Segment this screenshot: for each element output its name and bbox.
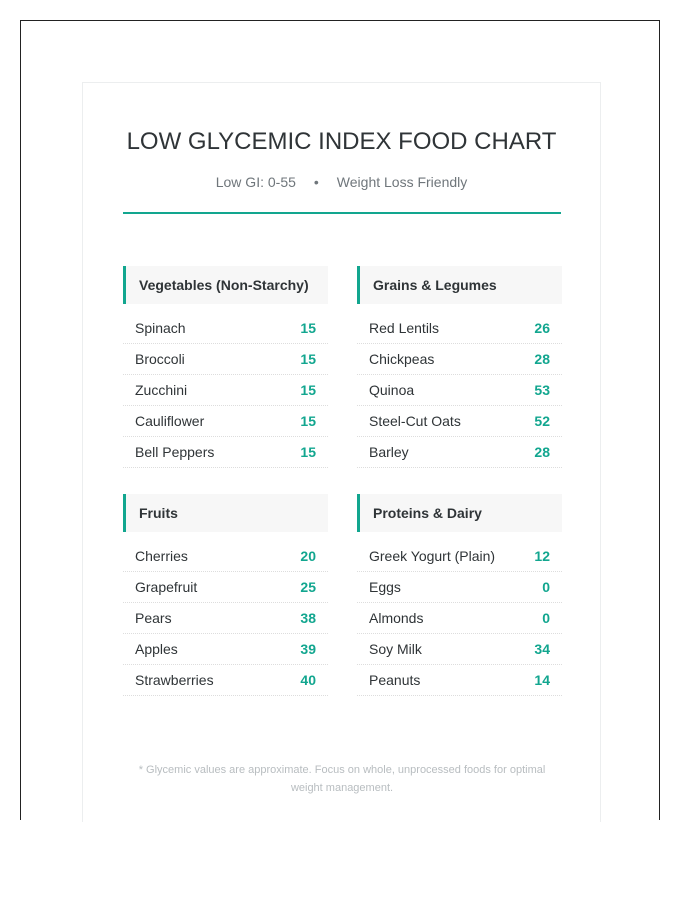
title-divider <box>123 212 561 214</box>
food-name: Almonds <box>369 610 424 626</box>
list-item <box>123 313 328 344</box>
list-item <box>123 344 328 375</box>
gi-value: 15 <box>300 382 316 398</box>
gi-value: 38 <box>300 610 316 626</box>
section-header: Fruits <box>123 494 328 532</box>
list-item <box>357 313 562 344</box>
food-name: Steel-Cut Oats <box>369 413 461 429</box>
gi-value: 40 <box>300 672 316 688</box>
food-name: Grapefruit <box>135 579 198 595</box>
subtitle-tagline: Weight Loss Friendly <box>336 174 468 190</box>
food-name: Strawberries <box>135 672 214 688</box>
gi-value: 20 <box>300 548 316 564</box>
gi-value: 15 <box>300 444 316 460</box>
list-item <box>123 406 328 437</box>
gi-value: 0 <box>542 579 550 595</box>
section-fruits <box>123 494 328 696</box>
list-item <box>357 375 562 406</box>
list-item <box>123 437 328 468</box>
gi-value: 34 <box>534 641 550 657</box>
food-name: Spinach <box>135 320 186 336</box>
gi-value: 52 <box>534 413 550 429</box>
list-item <box>357 541 562 572</box>
food-chart-card <box>82 82 601 822</box>
list-item <box>357 344 562 375</box>
gi-value: 39 <box>300 641 316 657</box>
gi-value: 12 <box>534 548 550 564</box>
food-name: Quinoa <box>369 382 415 398</box>
gi-value: 25 <box>300 579 316 595</box>
section-header: Vegetables (Non-Starchy) <box>123 266 328 304</box>
section-header: Proteins & Dairy <box>357 494 562 532</box>
list-item <box>123 665 328 696</box>
list-item <box>123 603 328 634</box>
page-subtitle <box>83 174 600 190</box>
list-item <box>357 665 562 696</box>
footnote: * Glycemic values are approximate. Focus on whole, unprocessed foods for optimal weight management. <box>138 764 546 794</box>
food-name: Broccoli <box>135 351 185 367</box>
food-name: Peanuts <box>369 672 421 688</box>
page-title: LOW GLYCEMIC INDEX FOOD CHART <box>126 128 557 155</box>
list-item <box>123 634 328 665</box>
section-header: Grains & Legumes <box>357 266 562 304</box>
gi-value: 28 <box>534 444 550 460</box>
food-name: Zucchini <box>135 382 188 398</box>
subtitle-gi-range: Low GI: 0-55 <box>215 174 296 190</box>
list-item <box>357 572 562 603</box>
list-item <box>357 634 562 665</box>
food-name: Chickpeas <box>369 351 435 367</box>
gi-value: 28 <box>534 351 550 367</box>
list-item <box>357 406 562 437</box>
gi-value: 15 <box>300 413 316 429</box>
food-name: Bell Peppers <box>135 444 215 460</box>
section-proteins-dairy <box>357 494 562 696</box>
gi-value: 15 <box>300 351 316 367</box>
food-name: Cherries <box>135 548 188 564</box>
gi-value: 15 <box>300 320 316 336</box>
food-name: Pears <box>135 610 172 626</box>
food-name: Red Lentils <box>369 320 440 336</box>
gi-value: 14 <box>534 672 550 688</box>
food-name: Apples <box>135 641 178 657</box>
list-item <box>123 572 328 603</box>
gi-value: 26 <box>534 320 550 336</box>
list-item <box>123 375 328 406</box>
page-frame <box>20 20 660 820</box>
food-name: Eggs <box>369 579 401 595</box>
section-vegetables <box>123 266 328 468</box>
subtitle-separator: • <box>313 174 319 190</box>
list-item <box>357 437 562 468</box>
food-name: Soy Milk <box>369 641 422 657</box>
food-name: Cauliflower <box>135 413 205 429</box>
food-name: Greek Yogurt (Plain) <box>369 548 496 564</box>
gi-value: 53 <box>534 382 550 398</box>
list-item <box>357 603 562 634</box>
gi-value: 0 <box>542 610 550 626</box>
list-item <box>123 541 328 572</box>
section-grains-legumes <box>357 266 562 468</box>
food-name: Barley <box>369 444 409 460</box>
